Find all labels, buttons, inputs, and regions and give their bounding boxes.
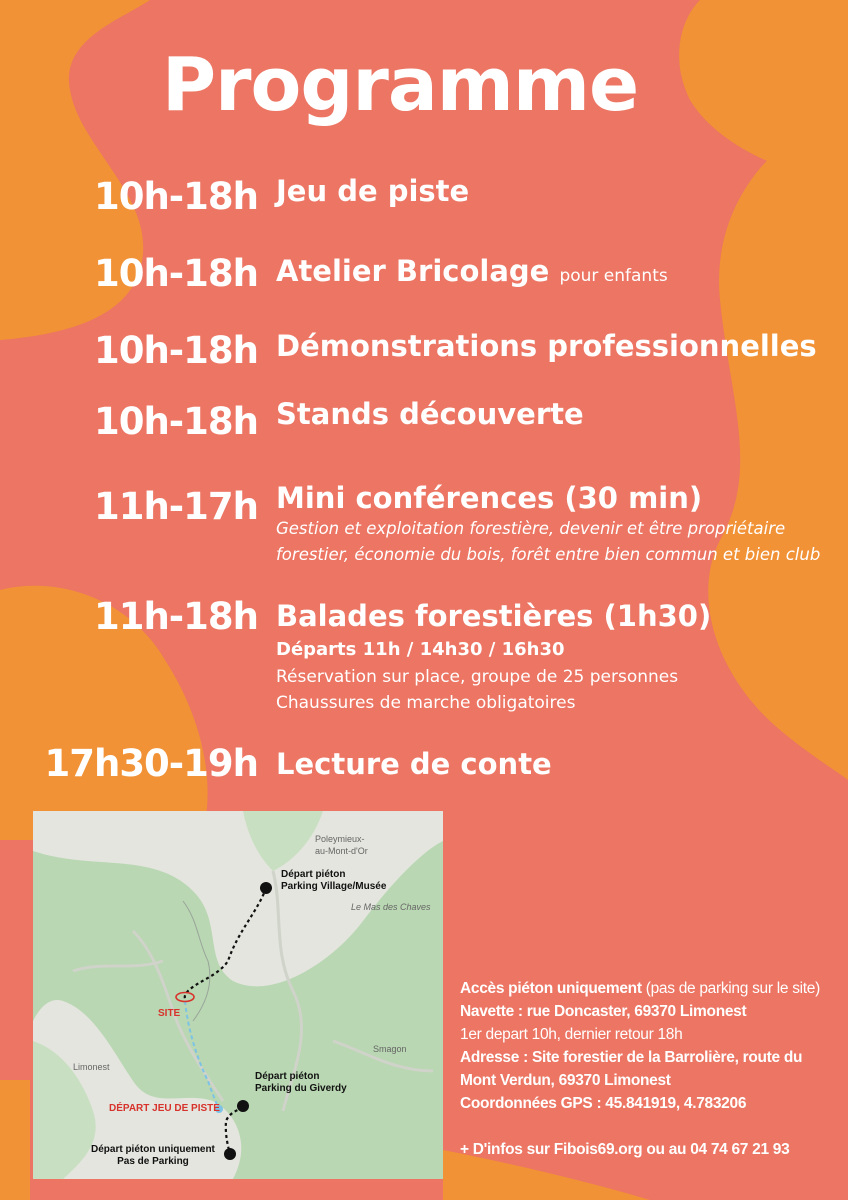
map-label-smagon: Smagon: [373, 1044, 407, 1054]
schedule-description: Gestion et exploitation forestière, devenir et être propriétaire forestier, économie du bois, forêt entre bien commun et bien club: [276, 519, 821, 564]
schedule-time: 11h-18h: [93, 595, 258, 638]
schedule-line: Chaussures de marche obligatoires: [276, 693, 576, 713]
schedule-title: Balades forestières (1h30): [276, 599, 712, 633]
schedule-time: 11h-17h: [93, 485, 258, 528]
schedule-time: 10h-18h: [93, 252, 258, 295]
schedule-note: pour enfants: [559, 266, 668, 286]
schedule-title: Jeu de piste: [276, 174, 470, 208]
map-label-giverdy: Départ piéton Parking du Giverdy: [255, 1071, 347, 1094]
schedule-title: Démonstrations professionnelles: [276, 329, 817, 363]
schedule-entry: [276, 254, 668, 288]
info-horaires: 1er depart 10h, dernier retour 18h: [460, 1026, 683, 1043]
schedule-title: Stands découverte: [276, 397, 584, 431]
schedule-title: Atelier Bricolage: [276, 254, 550, 288]
map-label-limonest: Limonest: [73, 1062, 110, 1072]
access-info: [460, 977, 845, 1161]
schedule-line: Réservation sur place, groupe de 25 personnes: [276, 667, 679, 687]
schedule-time: 10h-18h: [93, 400, 258, 443]
info-acces: Accès piéton uniquement: [460, 980, 642, 997]
schedule-departures: Départs 11h / 14h30 / 16h30: [276, 639, 565, 660]
map-label-village: Départ piéton Parking Village/Musée: [281, 869, 387, 892]
info-acces-note: (pas de parking sur le site): [645, 980, 820, 997]
schedule-title: Mini conférences (30 min): [276, 481, 703, 515]
schedule-time: 10h-18h: [93, 329, 258, 372]
page-title: Programme: [161, 42, 639, 128]
schedule-time: 17h30-19h: [44, 742, 258, 785]
info-adresse: Adresse : Site forestier de la Barrolière, route du: [460, 1049, 803, 1066]
schedule-title: Lecture de conte: [276, 747, 552, 781]
map-label-jeu-de-piste: DÉPART JEU DE PISTE: [109, 1103, 220, 1114]
map-label-site: SITE: [158, 1008, 181, 1019]
info-contact[interactable]: + D'infos sur Fibois69.org ou au 04 74 67 21 93: [460, 1141, 790, 1158]
map-label-poleymieux: Poleymieux- au-Mont-d'Or: [315, 834, 368, 856]
map-graphic: [33, 811, 443, 1179]
info-gps: Coordonnées GPS : 45.841919, 4.783206: [460, 1095, 747, 1112]
map-label-pas-parking: Départ piéton uniquement Pas de Parking: [91, 1144, 215, 1167]
map-label-mas: Le Mas des Chaves: [351, 902, 431, 912]
schedule-time: 10h-18h: [93, 175, 258, 218]
access-map[interactable]: [33, 811, 443, 1179]
info-adresse-2: Mont Verdun, 69370 Limonest: [460, 1072, 671, 1089]
info-navette: Navette : rue Doncaster, 69370 Limonest: [460, 1003, 747, 1020]
